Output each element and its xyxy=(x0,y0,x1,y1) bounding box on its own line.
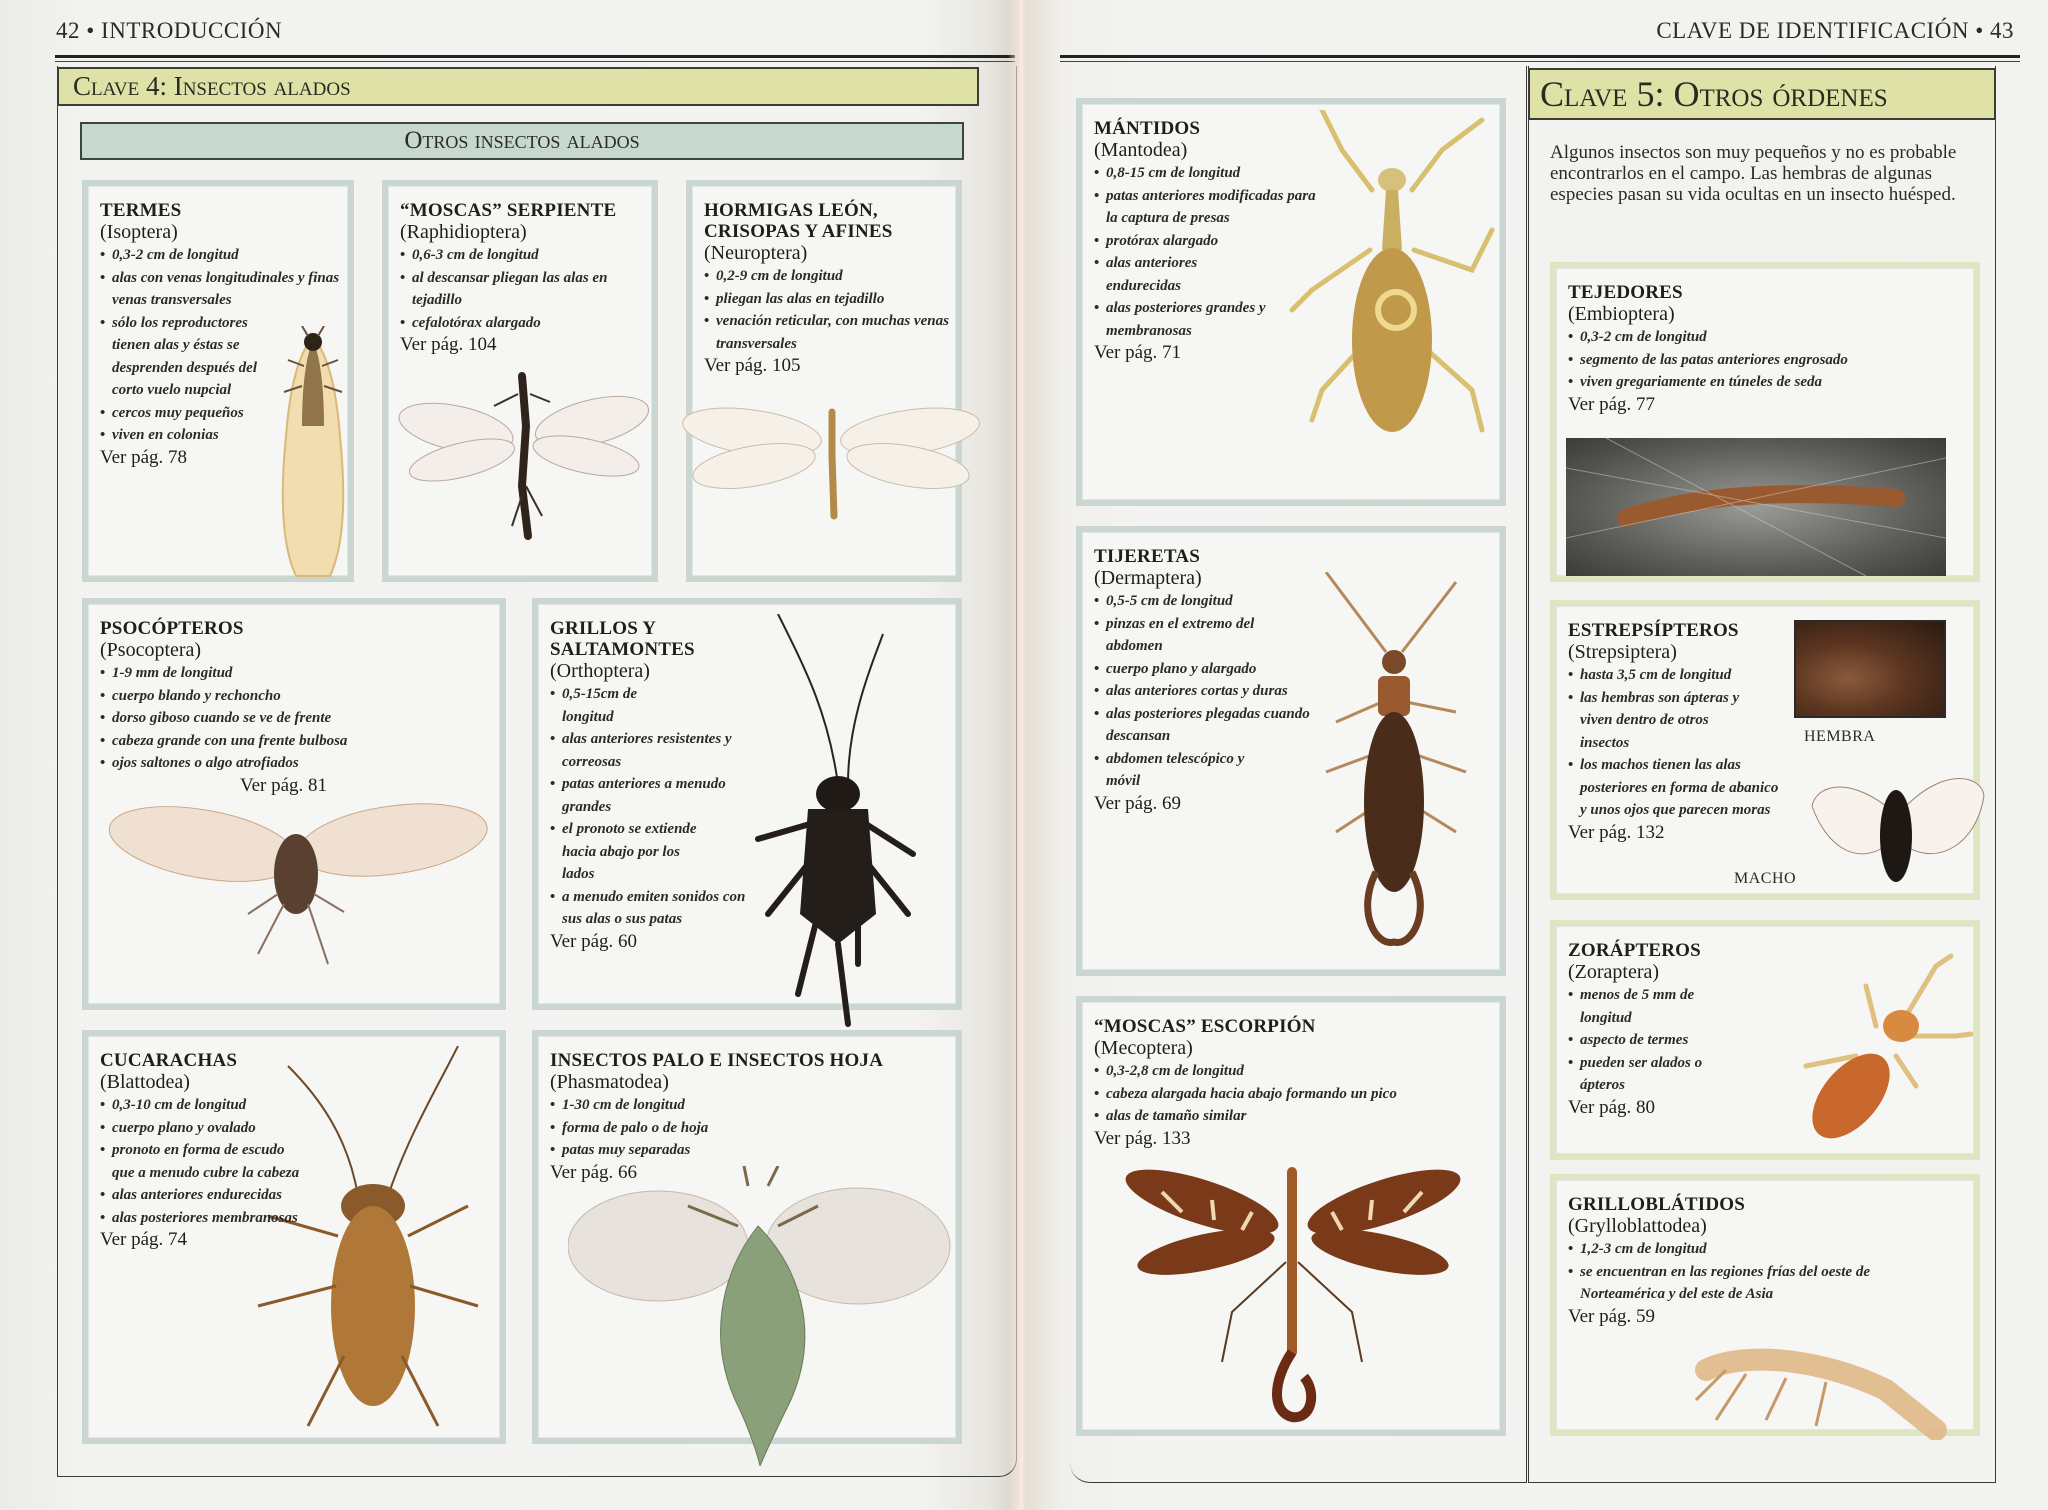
see-page-link[interactable]: Ver pág. 78 xyxy=(100,446,188,468)
see-page-link[interactable]: Ver pág. 132 xyxy=(1568,821,1665,843)
trait: • pliegan las alas en tejadillo xyxy=(704,288,954,311)
trait: • alas anteriores endurecidas xyxy=(100,1184,300,1207)
strepsiptera-female-photo xyxy=(1794,620,1946,718)
see-page-link[interactable]: Ver pág. 66 xyxy=(550,1161,638,1183)
see-page-link[interactable]: Ver pág. 105 xyxy=(704,355,801,376)
entry-order: (Psocoptera) xyxy=(100,639,202,661)
trait: • aspecto de termes xyxy=(1568,1029,1758,1052)
key-5-intro: Algunos insectos son muy pequeños y no es probable encontrarlos en el campo. Las hembras de algunas especies pasan su vida ocultas en un insecto huésped. xyxy=(1550,142,1957,205)
trait: • cuerpo blando y rechoncho xyxy=(100,685,347,708)
scorpionfly-photo xyxy=(1122,1152,1462,1432)
entry-name: GRILLOS Y SALTAMONTES xyxy=(550,618,695,660)
snakefly-photo xyxy=(394,366,654,556)
trait: • 0,8-15 cm de longitud xyxy=(1094,162,1320,185)
see-page-link[interactable]: Ver pág. 81 xyxy=(240,774,328,796)
trait: • 0,3-2 cm de longitud xyxy=(1568,326,1848,349)
entry-card-blattodea xyxy=(82,1030,506,1444)
trait: • protórax alargado xyxy=(1094,230,1320,253)
entry-name: PSOCÓPTEROS xyxy=(100,618,244,639)
see-page-link[interactable]: Ver pág. 77 xyxy=(1568,393,1656,415)
trait: • las hembras son ápteras y viven dentro de otros insectos xyxy=(1568,687,1760,755)
trait: • segmento de las patas anteriores engrosado xyxy=(1568,349,1848,372)
see-page-link[interactable]: Ver pág. 60 xyxy=(550,930,638,952)
entry-name: “MOSCAS” SERPIENTE xyxy=(400,200,617,221)
trait: • sólo los reproductores tienen alas y éstas se desprenden después del corto vuelo nupcial xyxy=(100,312,262,402)
female-label: HEMBRA xyxy=(1804,728,1876,745)
see-page-link[interactable]: Ver pág. 71 xyxy=(1094,342,1182,363)
section-title: Otros insectos alados xyxy=(80,122,964,160)
trait: • viven en colonias xyxy=(100,424,352,447)
trait: • 1,2-3 cm de longitud xyxy=(1568,1238,1948,1261)
trait: • 0,6-3 cm de longitud xyxy=(400,244,650,267)
header-rule-thin xyxy=(55,61,1015,62)
earwig-photo xyxy=(1306,572,1486,952)
trait: • cabeza grande con una frente bulbosa xyxy=(100,730,347,753)
trait: • 1-9 mm de longitud xyxy=(100,662,347,685)
entry-card-orthoptera xyxy=(532,598,962,1010)
trait: • abdomen telescópico y móvil xyxy=(1094,748,1276,793)
entry-card-dermaptera xyxy=(1076,526,1506,976)
key-5-title: Clave 5: Otros órdenes xyxy=(1528,68,1996,120)
entry-order: (Blattodea) xyxy=(100,1071,190,1093)
entry-card-embioptera xyxy=(1550,262,1980,582)
trait: • el pronoto se extiende hacia abajo por los lados xyxy=(550,818,712,886)
trait: • dorso giboso cuando se ve de frente xyxy=(100,707,347,730)
entry-card-zoraptera xyxy=(1550,920,1980,1160)
entry-card-mecoptera xyxy=(1076,996,1506,1436)
trait: • cuerpo plano y ovalado xyxy=(100,1117,300,1140)
lacewing-photo xyxy=(682,396,982,536)
header-rule-thin xyxy=(1060,61,2020,62)
right-page xyxy=(1020,0,2048,1510)
entry-order: (Raphidioptera) xyxy=(400,221,527,243)
entry-name: TERMES xyxy=(100,200,182,221)
trait: • alas de tamaño similar xyxy=(1094,1105,1397,1128)
book-gutter xyxy=(1008,0,1038,1510)
entry-order: (Neuroptera) xyxy=(704,242,808,264)
see-page-link[interactable]: Ver pág. 104 xyxy=(400,334,497,355)
trait: • venación reticular, con muchas venas transversales xyxy=(704,310,954,355)
trait: • menos de 5 mm de longitud xyxy=(1568,984,1710,1029)
entry-name: GRILLOBLÁTIDOS xyxy=(1568,1194,1746,1215)
entry-name: MÁNTIDOS xyxy=(1094,118,1201,139)
entry-order: (Mecoptera) xyxy=(1094,1037,1193,1059)
entry-order: (Grylloblattodea) xyxy=(1568,1215,1707,1237)
see-page-link[interactable]: Ver pág. 59 xyxy=(1568,1305,1656,1327)
entry-order: (Orthoptera) xyxy=(550,660,650,682)
trait: • 0,3-2,8 cm de longitud xyxy=(1094,1060,1397,1083)
trait: • cercos muy pequeños xyxy=(100,402,352,425)
trait: • alas posteriores grandes y membranosas xyxy=(1094,297,1320,342)
entry-name: CUCARACHAS xyxy=(100,1050,238,1071)
webspinner-photo xyxy=(1566,438,1946,576)
trait: • alas anteriores cortas y duras xyxy=(1094,680,1320,703)
entry-card-strepsiptera xyxy=(1550,600,1980,900)
trait: • 0,3-2 cm de longitud xyxy=(100,244,352,267)
trait: • patas muy separadas xyxy=(550,1139,883,1162)
male-label: MACHO xyxy=(1734,870,1797,887)
trait: • alas posteriores membranosas xyxy=(100,1207,300,1230)
trait: • a menudo emiten sonidos con sus alas o sus patas xyxy=(550,886,756,931)
key-4-title: Clave 4: Insectos alados xyxy=(57,67,979,106)
trait: • viven gregariamente en túneles de seda xyxy=(1568,371,1848,394)
trait: • cabeza alargada hacia abajo formando un pico xyxy=(1094,1083,1397,1106)
trait: • cuerpo plano y alargado xyxy=(1094,658,1320,681)
rock-crawler-photo xyxy=(1686,1330,1956,1440)
entry-name: INSECTOS PALO E INSECTOS HOJA xyxy=(550,1050,884,1071)
trait: • 0,3-10 cm de longitud xyxy=(100,1094,300,1117)
entry-order: (Isoptera) xyxy=(100,221,178,243)
entry-card-psocoptera xyxy=(82,598,506,1010)
header-rule xyxy=(1060,55,2020,58)
running-head-right: CLAVE DE IDENTIFICACIÓN • 43 xyxy=(1656,18,2014,43)
trait: • alas posteriores plegadas cuando descansan xyxy=(1094,703,1316,748)
trait: • forma de palo o de hoja xyxy=(550,1117,883,1140)
trait: • alas anteriores endurecidas xyxy=(1094,252,1256,297)
trait: • patas anteriores modificadas para la captura de presas xyxy=(1094,185,1320,230)
trait: • hasta 3,5 cm de longitud xyxy=(1568,664,1783,687)
entry-order: (Mantodea) xyxy=(1094,139,1188,161)
header-rule xyxy=(55,55,1015,58)
strepsiptera-male-photo xyxy=(1806,766,1986,896)
cricket-photo xyxy=(738,614,948,1034)
trait: • al descansar pliegan las alas en tejadillo xyxy=(400,267,650,312)
entry-name: TIJERETAS xyxy=(1094,546,1200,567)
trait: • 0,2-9 cm de longitud xyxy=(704,265,954,288)
trait: • alas con venas longitudinales y finas venas transversales xyxy=(100,267,352,312)
trait: • 0,5-5 cm de longitud xyxy=(1094,590,1320,613)
entry-card-termes xyxy=(82,180,354,582)
trait: • los machos tienen las alas posteriores en forma de abanico y unos ojos que parecen moras xyxy=(1568,754,1783,822)
entry-order: (Strepsiptera) xyxy=(1568,641,1677,663)
running-head-left: 42 • INTRODUCCIÓN xyxy=(56,18,283,43)
trait: • 0,5-15cm de longitud xyxy=(550,683,672,728)
see-page-link[interactable]: Ver pág. 69 xyxy=(1094,792,1182,814)
entry-name: “MOSCAS” ESCORPIÓN xyxy=(1094,1016,1316,1037)
zorapteran-photo xyxy=(1756,946,1976,1146)
see-page-link[interactable]: Ver pág. 74 xyxy=(100,1229,188,1250)
entry-order: (Zoraptera) xyxy=(1568,961,1660,983)
see-page-link[interactable]: Ver pág. 80 xyxy=(1568,1096,1656,1118)
entry-card-grylloblattodea xyxy=(1550,1174,1980,1436)
entry-name: HORMIGAS LEÓN, CRISOPAS Y AFINES xyxy=(704,200,893,242)
entry-order: (Phasmatodea) xyxy=(550,1071,669,1093)
leaf-insect-photo xyxy=(568,1166,958,1466)
entry-name: ZORÁPTEROS xyxy=(1568,940,1701,961)
trait: • pinzas en el extremo del abdomen xyxy=(1094,613,1306,658)
entry-card-mantodea xyxy=(1076,98,1506,506)
entry-card-snakeflies xyxy=(382,180,658,582)
entry-order: (Embioptera) xyxy=(1568,303,1675,325)
trait: • cefalotórax alargado xyxy=(400,312,650,335)
trait: • pueden ser alados o ápteros xyxy=(1568,1052,1740,1097)
trait: • ojos saltones o algo atrofiados xyxy=(100,752,347,775)
entry-card-phasmatodea xyxy=(532,1030,962,1444)
trait: • alas anteriores resistentes y correosas xyxy=(550,728,752,773)
trait: • patas anteriores a menudo grandes xyxy=(550,773,732,818)
see-page-link[interactable]: Ver pág. 133 xyxy=(1094,1127,1191,1149)
trait: • 1-30 cm de longitud xyxy=(550,1094,883,1117)
entry-name: ESTREPSÍPTEROS xyxy=(1568,620,1739,641)
entry-name: TEJEDORES xyxy=(1568,282,1683,303)
left-page xyxy=(0,0,1020,1510)
entry-card-neuroptera xyxy=(686,180,962,582)
entry-order: (Dermaptera) xyxy=(1094,567,1202,589)
trait: • se encuentran en las regiones frías del oeste de Norteamérica y del este de Asia xyxy=(1568,1261,1948,1306)
booklouse-photo xyxy=(108,794,488,994)
trait: • pronoto en forma de escudo que a menudo cubre la cabeza xyxy=(100,1139,300,1184)
